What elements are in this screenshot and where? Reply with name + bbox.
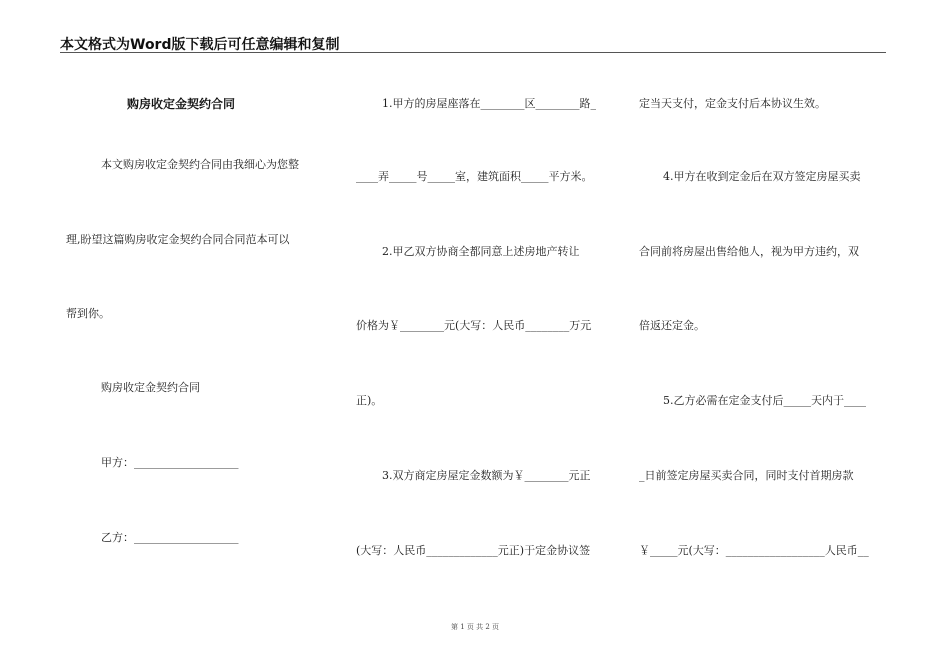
clause-2-line-2: 价格为￥________元(大写：人民币________万元 <box>356 319 592 332</box>
clause-2-line-3: 正)。 <box>356 394 383 407</box>
clause-5-line-2: _日前签定房屋买卖合同，同时支付首期房款 <box>639 469 854 482</box>
intro-line-1: 本文购房收定金契约合同由我细心为您整 <box>101 158 299 171</box>
clause-4-line-2: 合同前将房屋出售给他人，视为甲方违约，双 <box>639 245 859 258</box>
clause-5-line-3: ￥_____元(大写：__________________人民币__ <box>639 544 869 557</box>
clause-1-line-1: 1.甲方的房屋座落在________区________路_ <box>382 97 596 110</box>
column-2 <box>345 60 601 620</box>
clause-4-line-1: 4.甲方在收到定金后在双方签定房屋买卖 <box>663 170 861 183</box>
party-a-line: 甲方：___________________ <box>101 456 239 469</box>
column-3 <box>625 60 881 620</box>
party-b-line: 乙方：___________________ <box>101 531 239 544</box>
clause-3-line-1: 3.双方商定房屋定金数额为￥________元正 <box>382 469 591 482</box>
clause-5-line-1: 5.乙方必需在定金支付后_____天内于____ <box>663 394 866 407</box>
clause-3-line-2: (大写：人民币_____________元正)于定金协议签 <box>356 544 591 557</box>
header-divider <box>60 52 886 53</box>
contract-subtitle: 购房收定金契约合同 <box>101 381 200 394</box>
intro-line-3: 帮到你。 <box>66 307 110 320</box>
clause-1-line-2: ____弄_____号_____室，建筑面积_____平方米。 <box>356 170 593 183</box>
document-title: 购房收定金契约合同 <box>127 97 236 111</box>
intro-line-2: 理,盼望这篇购房收定金契约合同合同范本可以 <box>66 233 290 246</box>
clause-2-line-1: 2.甲乙双方协商全都同意上述房地产转让 <box>382 245 580 258</box>
page-number: 第 1 页 共 2 页 <box>450 623 500 631</box>
page-header-title: 本文格式为Word版下载后可任意编辑和复制 <box>60 37 340 53</box>
clause-3-line-3: 定当天支付，定金支付后本协议生效。 <box>639 97 826 110</box>
clause-4-line-3: 倍返还定金。 <box>639 319 705 332</box>
column-1 <box>60 60 316 620</box>
